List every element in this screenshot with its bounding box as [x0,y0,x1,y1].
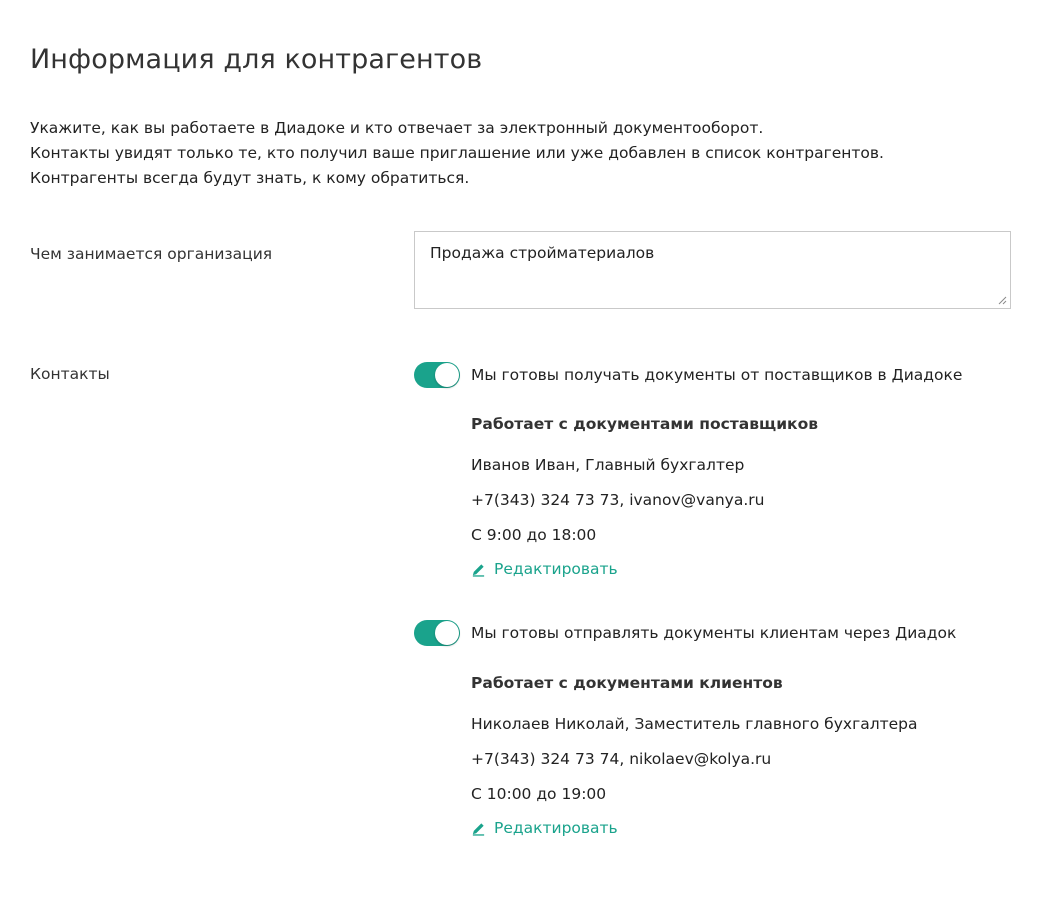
page-title: Информация для контрагентов [30,44,483,75]
supplier-contact-heading: Работает с документами поставщиков [471,415,819,433]
receive-docs-toggle[interactable] [414,362,460,388]
send-docs-toggle[interactable] [414,620,460,646]
send-docs-toggle-row[interactable] [414,619,956,647]
contacts-label: Контакты [30,365,110,383]
send-docs-toggle-label[interactable]: Мы готовы отправлять документы клиентам через Диадок [471,624,957,642]
client-edit-link[interactable] [471,816,918,840]
supplier-edit-link[interactable] [471,557,818,581]
client-edit-label[interactable]: Редактировать [494,819,618,837]
supplier-contact-block [471,412,818,581]
pencil-icon [471,821,486,836]
intro-line-1: Укажите, как вы работаете в Диадоке и кто отвечает за электронный документооборот. [30,119,764,137]
intro-text [30,116,884,191]
pencil-icon [471,562,486,577]
activity-label: Чем занимается организация [30,245,273,263]
resize-grip-icon[interactable] [997,295,1007,305]
intro-line-3: Контрагенты всегда будут знать, к кому обратиться. [30,169,470,187]
receive-docs-toggle-row[interactable] [414,361,962,389]
supplier-contact-hours: С 9:00 до 18:00 [471,526,597,544]
activity-field-wrapper [414,231,1011,309]
activity-textarea[interactable] [415,232,1010,308]
client-contact-person: Николаев Николай, Заместитель главного бухгалтера [471,715,918,733]
client-contact-heading: Работает с документами клиентов [471,674,783,692]
client-contact-block [471,671,918,840]
toggle-knob [435,621,459,645]
receive-docs-toggle-label[interactable]: Мы готовы получать документы от поставщиков в Диадоке [471,366,963,384]
client-contact-phone-email: +7(343) 324 73 74, nikolaev@kolya.ru [471,750,772,768]
supplier-contact-phone-email: +7(343) 324 73 73, ivanov@vanya.ru [471,491,765,509]
toggle-knob [435,363,459,387]
client-contact-hours: С 10:00 до 19:00 [471,785,607,803]
supplier-contact-person: Иванов Иван, Главный бухгалтер [471,456,745,474]
supplier-edit-label[interactable]: Редактировать [494,560,618,578]
intro-line-2: Контакты увидят только те, кто получил ваше приглашение или уже добавлен в список контрагентов. [30,144,884,162]
